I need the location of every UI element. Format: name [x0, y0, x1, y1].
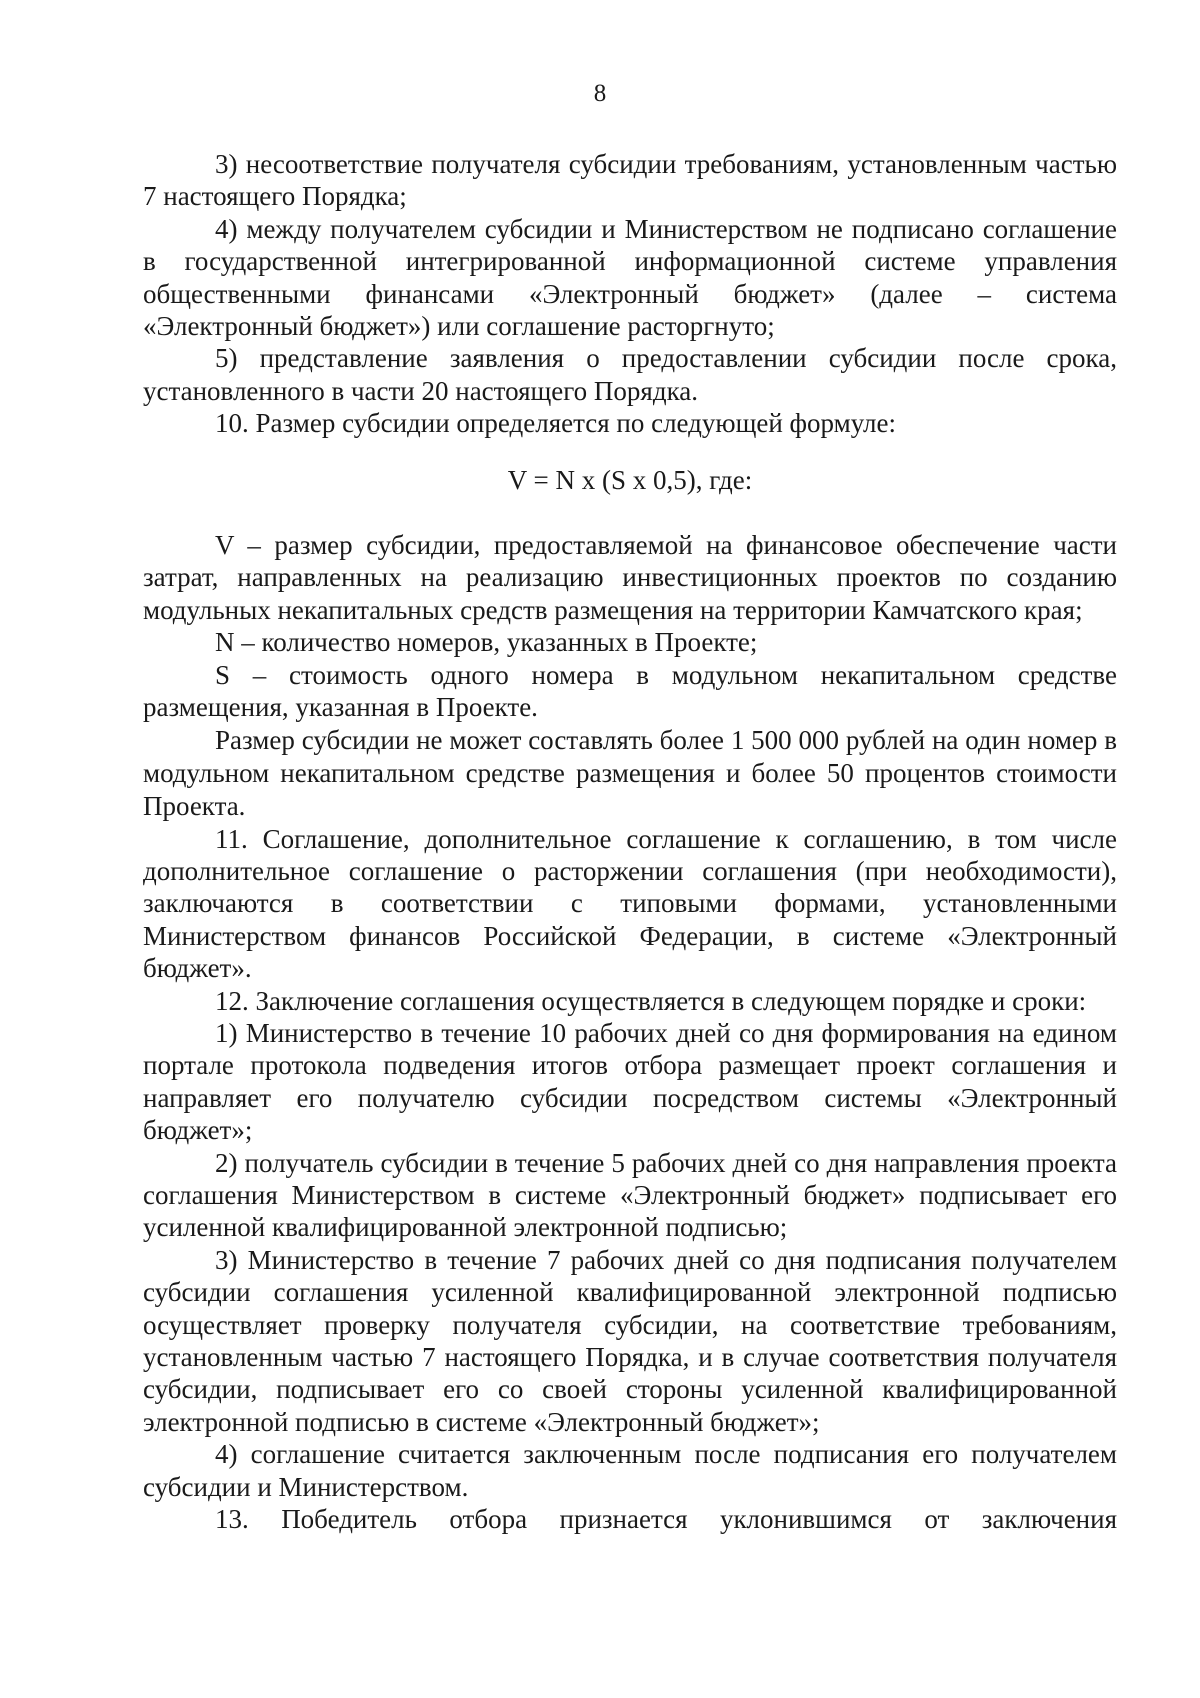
document-body — [143, 148, 1117, 1535]
paragraph-12-item-2: 2) получатель субсидии в течение 5 рабочих дней со дня направления проекта соглашения Министерством в системе «Электронный бюджет» подписывает его усиленной квалифицированной электронной подписью; — [143, 1147, 1117, 1243]
definition-n: N – количество номеров, указанных в Проекте; — [215, 627, 758, 658]
page-number: 8 — [593, 80, 607, 107]
subsidy-limit-paragraph: Размер субсидии не может составлять более 1 500 000 рублей на один номер в модульном некапитальном средстве размещения и более 50 процентов стоимости Проекта. — [143, 724, 1117, 821]
paragraph-item-5: 5) представление заявления о предоставлении субсидии после срока, установленного в части 20 настоящего Порядка. — [143, 343, 1117, 406]
paragraph-11: 11. Соглашение, дополнительное соглашение к соглашению, в том числе дополнительное соглашение о расторжении соглашения (при необходимости), заключаются в соответствии с типовыми формами, установленными Министерством финансов Российской Федерации, в системе «Электронный бюджет». — [143, 823, 1117, 984]
paragraph-12-item-1: 1) Министерство в течение 10 рабочих дней со дня формирования на едином портале протокола подведения итогов отбора размещает проект соглашения и направляет его получателю субсидии посредством системы «Электронный бюджет»; — [143, 1017, 1117, 1146]
paragraph-item-3: 3) несоответствие получателя субсидии требованиям, установленным частью 7 настоящего Порядка; — [143, 149, 1117, 212]
paragraph-12-item-4: 4) соглашение считается заключенным после подписания его получателем субсидии и Министерством. — [143, 1439, 1117, 1502]
definition-v: V – размер субсидии, предоставляемой на финансовое обеспечение части затрат, направленных на реализацию инвестиционных проектов по созданию модульных некапитальных средств размещения на территории Камчатского края; — [143, 530, 1117, 625]
formula: V = N x (S x 0,5), где: — [507, 464, 753, 495]
paragraph-13: 13. Победитель отбора признается уклонившимся от заключения — [215, 1504, 1117, 1535]
definition-s: S – стоимость одного номера в модульном некапитальном средстве размещения, указанная в Проекте. — [143, 659, 1117, 723]
paragraph-12: 12. Заключение соглашения осуществляется в следующем порядке и сроки: — [215, 985, 1087, 1016]
paragraph-10: 10. Размер субсидии определяется по следующей формуле: — [215, 408, 896, 439]
paragraph-item-4: 4) между получателем субсидии и Министерством не подписано соглашение в государственной интегрированной информационной системе управления общественными финансами «Электронный бюджет» (далее – система «Электронный бюджет») или соглашение расторгнуто; — [143, 213, 1117, 342]
paragraph-12-item-3: 3) Министерство в течение 7 рабочих дней со дня подписания получателем субсидии соглашения усиленной квалифицированной электронной подписью осуществляет проверку получателя субсидии, на соответствие требованиям, установленным частью 7 настоящего Порядка, и в случае соответствия получателя субсидии, подписывает его со своей стороны усиленной квалифицированной электронной подписью в системе «Электронный бюджет»; — [143, 1244, 1117, 1437]
